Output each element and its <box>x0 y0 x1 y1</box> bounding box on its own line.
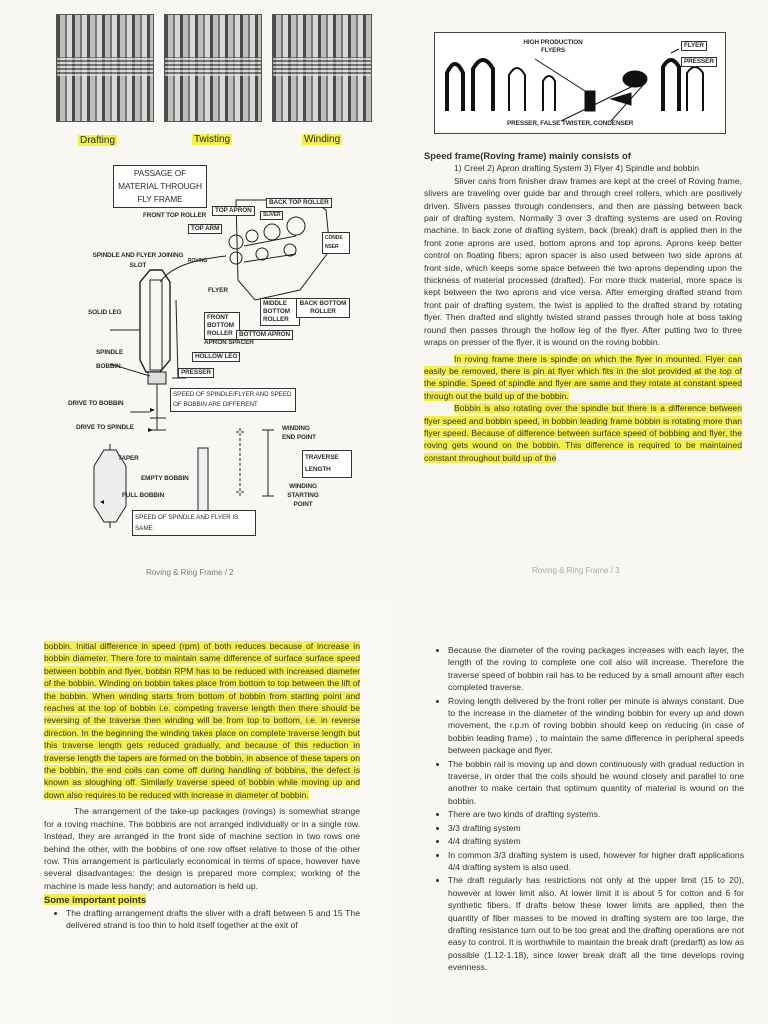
bobbin-diameter-paragraph <box>44 640 360 801</box>
winding-starting-point-label: WINDING STARTING POINT <box>287 483 319 508</box>
page-2-footer: Roving & Ring Frame / 2 <box>146 568 234 577</box>
bobbin-speed-text: Bobbin is also rotating over the spindle but there is a difference between flyer speed and bobbin speed, in bobbin leading frame bobbin is rotating more than flyer speed. Because of difference between surface speed of bobbing and flyer, the roving gets wound on the bobbin. This difference is required to be maintained constant throughout build up of the <box>424 403 742 463</box>
spindle-flyer-paragraph <box>424 353 742 403</box>
drive-to-bobbin-label: DRIVE TO BOBBIN <box>68 400 124 407</box>
flyer-shape <box>140 270 170 372</box>
full-bobbin-label: FULL BOBBIN <box>122 492 165 499</box>
list-item: • 3/3 drafting system <box>448 822 744 834</box>
middle-bottom-roller-label: MIDDLE BOTTOM ROLLER <box>260 298 300 326</box>
flyers-figure-title: HIGH PRODUCTION FLYERS <box>523 39 583 54</box>
drafting-photo <box>56 14 154 122</box>
back-top-roller-label: BACK TOP ROLLER <box>266 198 332 208</box>
drive-to-spindle-label: DRIVE TO SPINDLE <box>76 424 134 431</box>
page-1 <box>0 0 392 600</box>
condenser-label: CONDE NSER <box>322 232 350 254</box>
list-item: • The bobbin rail is moving up and down continuously with gradual reduction in traverse, in order that the coils should be wound closely and parallel to one another to make certain that optimum quantity of material is wound on the bobbin. <box>448 758 744 808</box>
spindle-flyer-slot-label: SPINDLE AND FLYER JOINING SLOT <box>92 252 184 269</box>
flyers-figure-caption: PRESSER, FALSE TWISTER, CONDENSER <box>507 120 634 127</box>
diagram-title: PASSAGE OF MATERIAL THROUGH FLY FRAME <box>113 165 207 208</box>
bobbin-shape <box>148 372 166 384</box>
bobbin-label: BOBBIN <box>96 363 121 370</box>
roving-frame-heading: Speed frame(Roving frame) mainly consists of <box>424 150 631 161</box>
flyer-4-shape <box>543 76 555 111</box>
false-twister-shape <box>585 91 595 111</box>
traverse-length-label: TRAVERSE LENGTH <box>302 450 352 478</box>
page-4 <box>392 600 768 1024</box>
flyer-figure-label: FLYER <box>681 41 707 51</box>
front-top-roller-label: FRONT TOP ROLLER <box>143 212 207 219</box>
list-item: • There are two kinds of drafting systems. <box>448 808 744 820</box>
roving-label: ROVING <box>188 258 208 264</box>
spindle-flyer-text: In roving frame there is spindle on which the flyer in mounted. Flyer can easily be removed, there is pin at flyer which fits in the slot provided at the top of the spindle. Speed of spindle and flyer are same and they rotate at constant speed through out the build up of the bobbin. <box>424 353 742 401</box>
page-3 <box>0 600 392 1024</box>
drafting-caption: Drafting <box>80 135 116 146</box>
winding-photo <box>272 14 372 122</box>
empty-bobbin-shape <box>198 448 208 514</box>
flyer-2-shape <box>473 60 493 111</box>
flyer-5-shape <box>663 60 679 111</box>
taper-label: TAPER <box>118 455 139 462</box>
drafting-points-list <box>426 644 744 974</box>
apron-spacer-label: APRON SPACER <box>204 339 254 346</box>
winding-caption: Winding <box>304 134 341 145</box>
roving-process-paragraph: Sliver cans from finisher draw frames are kept at the creel of Roving frame, slivers are traveling over guide bar and through creel rollers, which are positively driven. Slivers passes through condensers, and then are passing between back pair of drafting system. Normally 3 over 3 drafting systems are used on Roving machine. In back zone of drafting system, back (break) draft is applied then in the front zone aprons are used, bottom aprons and top aprons. Aprons keep better control on floating fibers; apron spacer is also used between two side aprons at front side, which keeps some space between the two aprons depending upon the thickness of material processed (drafted). For more thick material, more space is kept between the two aprons and vice versa. After emerging drafted strand from front pair of drafting system, the twist is applied to the drafted strand by rotating flyer. Then drafted and slightly twisted strand passes through hole at boss taking round then passes through the hollow leg of the flyer. After putting two to three wraps on presser of the flyer, it is wound on the roving bobbin. <box>424 175 742 348</box>
components-list: 1) Creel 2) Apron drafting System 3) Flyer 4) Spindle and bobbin <box>454 163 700 174</box>
top-apron-label: TOP APRON <box>212 206 255 216</box>
list-item: • The draft regularly has restrictions not only at the upper limit (15 to 20), however at lower limit also. At lower limit it is about 5 for cotton and 6 for synthetic fibers. If drafts below these lower limits are applied, then the quantity of fiber masses to be moved in drafting system are too large, the drafting resistance turn out to be too great and the drafting operations are not easy to control. It is worthwhile to maintain the break draft (predarft) as low as possible (1.12-1.18), since lower break draft all the time develops roving evenness. <box>448 874 744 973</box>
presser-label: PRESSER <box>178 368 214 378</box>
list-item: • The drafting arrangement drafts the sliver with a draft between 5 and 15 The delivered strand is too thin to hold itself together at the exit of <box>66 907 360 932</box>
winding-end-point-label: WINDING END POINT <box>282 425 316 441</box>
twisting-photo <box>164 14 262 122</box>
page-2-body <box>424 150 742 464</box>
flyer-label: FLYER <box>208 287 228 294</box>
important-points-heading <box>44 894 360 906</box>
empty-bobbin-label: EMPTY BOBBIN <box>141 475 189 482</box>
page-3-footer: Roving & Ring Frame / 3 <box>532 566 620 575</box>
spindle-label: SPINDLE <box>96 349 123 356</box>
important-points-list <box>44 907 360 932</box>
page-4-body <box>426 644 744 975</box>
back-bottom-roller-label: BACK BOTTOM ROLLER <box>296 298 350 318</box>
list-item: • 4/4 drafting system <box>448 835 744 847</box>
hollow-leg-label: HOLLOW LEG <box>192 352 240 362</box>
bobbin-speed-paragraph <box>424 402 742 464</box>
list-item: • Because the diameter of the roving packages increases with each layer, the length of the roving to complete one coil also will increase. Therefore the traverse speed of bobbin rail has to be reduced by a small amount after each completed traverse. <box>448 644 744 694</box>
speed-difference-note: SPEED OF SPINDLE/FLYER AND SPEED OF BOBBIN ARE DIFFERENT <box>170 388 296 412</box>
flyers-figure <box>434 32 726 134</box>
solid-leg-label: SOLID LEG <box>88 309 122 316</box>
twisting-caption: Twisting <box>194 134 231 145</box>
top-arm-label: TOP ARM <box>188 224 222 234</box>
flyer-1-shape <box>447 64 463 111</box>
bobbin-diameter-text: bobbin. Initial difference in speed (rpm) of both reduces because of increase in bobbin diameter. There fore to maintain same difference of surface surface speed between bobbin and flyer, bobbin RPM has to be reduced with increased diameter of the bobbin. Winding on bobbin takes place from bottom to top between the lift of the bobbin. When winding starts from bottom of bobbin from starting point and reaches at the top of bobbin i.e. competing traverse length then there should be reversing of the traverse then winding will be from top to bottom, i.e. in reverse direction. In the beginning the winding takes place on complete traverse length but this traverse length gets reduced gradually, and because of this reduction in traverse length the tapers are formed on the bobbin, in absence of these tapers on the bobbin, the end coils can come off during handling of bobbins, the defect is known as sloughing off. Similarly traverse speed of bobbin while moving up and down also requires to be reduced with increase in diameter of bobbin. <box>44 641 360 800</box>
flyer-6-shape <box>687 67 703 111</box>
presser-figure-label: PRESSER <box>681 57 717 67</box>
take-up-packages-paragraph: The arrangement of the take-up packages (rovings) is somewhat strange for a roving machine. The bobbins are not arranged individually or in a single row. Instead, they are arranged in the front side of machine section in two rows one behind the other, with the bobbins of one row offset relative to those of the other row. This arrangement is particularly economical in terms of space, however have several disadvantages: the design is prepared more complex; working of the machine is made less handy; and automation is held up. <box>44 806 360 891</box>
fly-frame-diagram <box>0 150 392 550</box>
same-speed-note: SPEED OF SPINDLE AND FLYER IS SAME <box>132 510 256 536</box>
sliver-label: SLIVER <box>260 211 283 220</box>
front-bottom-roller-label: FRONT BOTTOM ROLLER <box>204 312 240 340</box>
important-points-heading-text: Some important points <box>44 894 147 906</box>
page-3-body <box>44 640 360 932</box>
front-top-roller-shape <box>229 235 243 249</box>
list-item: • Roving length delivered by the front roller per minute is always constant. Due to the increase in the diameter of the winding bobbin for every up and down movement, the r.p.m of roving bobbin should keep on reducing (in case of bobbin leading frame) , to maintain the same difference in peripheral speeds between package and flyer. <box>448 695 744 757</box>
bottom-apron-label: BOTTOM APRON <box>236 330 293 340</box>
list-item: • In common 3/3 drafting system is used, however for higher draft applications 4/4 drafting system is also used. <box>448 849 744 874</box>
flyer-3-shape <box>509 68 525 111</box>
page-2 <box>392 0 768 600</box>
